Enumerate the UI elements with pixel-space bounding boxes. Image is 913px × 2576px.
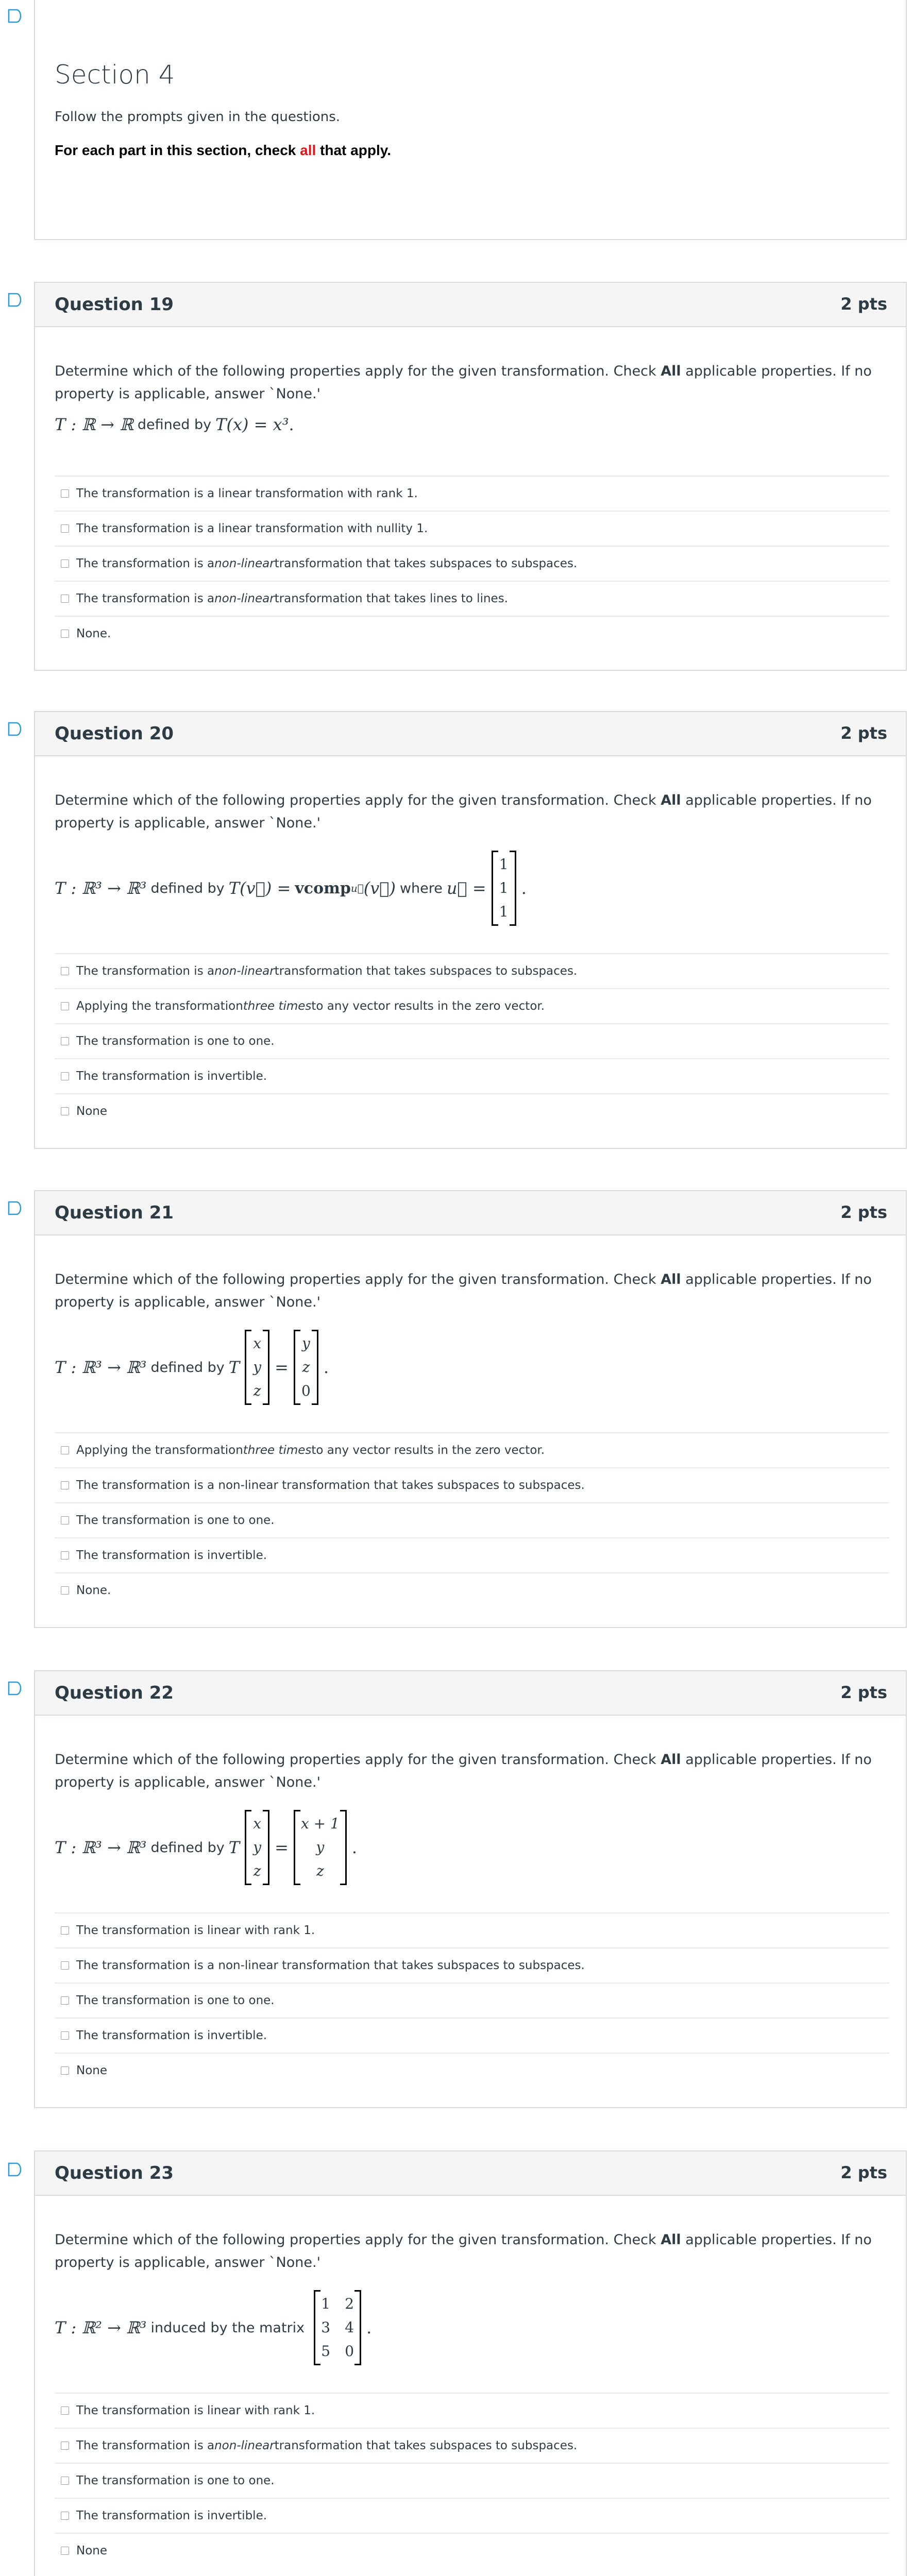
matrix-row [252, 1332, 262, 1355]
matrix-row [301, 1859, 340, 1883]
answer-option[interactable] [55, 2053, 889, 2088]
option-text: The transformation is one to one. [76, 1035, 275, 1048]
option-emphasis: non-linear [214, 557, 275, 570]
formula-equals: = [275, 1358, 289, 1377]
transformation-formula [55, 2286, 371, 2369]
answer-option[interactable] [55, 1467, 889, 1502]
question-title: Question 19 [55, 294, 174, 315]
answer-option[interactable] [55, 1982, 889, 2018]
formula-end: . [289, 415, 294, 434]
matrix-entry: y [302, 1335, 310, 1352]
answer-option[interactable] [55, 2018, 889, 2053]
checkbox[interactable] [61, 1996, 69, 2005]
formula-equals: = [275, 1838, 289, 1857]
answer-option[interactable] [55, 2498, 889, 2533]
checkbox[interactable] [61, 1961, 69, 1970]
matrix-entry: y [316, 1839, 325, 1856]
question-points: 2 pts [840, 2163, 887, 2182]
checkbox[interactable] [61, 1002, 69, 1010]
answer-option[interactable] [55, 1023, 889, 1058]
prompt-text: Determine which of the following properties apply for the given transformation. Check [55, 1272, 661, 1287]
matrix-entry: 1 [321, 2295, 331, 2312]
checkbox[interactable] [61, 1037, 69, 1045]
question-card [34, 1670, 907, 2108]
question-card [34, 711, 907, 1149]
question-card [34, 2150, 907, 2576]
matrix-entry: 1 [499, 903, 509, 920]
formula-expr: (v⃗) [363, 878, 396, 898]
instruction-text: For each part in this section, check [55, 142, 300, 158]
prompt-all: All [661, 792, 681, 808]
matrix-entry: z [253, 1382, 261, 1399]
matrix-entry: 2 [345, 2295, 354, 2312]
matrix-row [301, 1355, 311, 1379]
answer-option[interactable] [55, 953, 889, 988]
option-text: The transformation is one to one. [76, 1994, 275, 2007]
option-emphasis: non-linear [214, 592, 275, 605]
matrix-row [252, 1379, 262, 1403]
checkbox[interactable] [61, 2442, 69, 2450]
question-prompt [55, 2229, 889, 2274]
matrix-entry: 4 [345, 2319, 354, 2336]
option-text: The transformation is one to one. [76, 1514, 275, 1527]
formula-expr: T(x) = x³ [215, 415, 289, 434]
formula-text: defined by [150, 880, 225, 896]
answer-option[interactable] [55, 1912, 889, 1947]
instruction-text: that apply. [316, 142, 391, 158]
question-points: 2 pts [840, 1683, 887, 1702]
question-title: Question 22 [55, 1683, 174, 1703]
option-text: The transformation is invertible. [76, 1070, 267, 1083]
instruction-all: all [300, 142, 316, 158]
option-text: The transformation is linear with rank 1. [76, 2404, 315, 2417]
answer-option[interactable] [55, 511, 889, 546]
checkbox[interactable] [61, 1446, 69, 1454]
matrix-entry: 1 [499, 879, 509, 896]
answer-option[interactable] [55, 1537, 889, 1572]
prompt-text: applicable properties. If no property is applicable, answer `None.' [55, 363, 872, 402]
option-text: transformation that takes subspaces to subspaces. [274, 557, 578, 570]
checkbox[interactable] [61, 1107, 69, 1115]
section-title: Section 4 [55, 60, 175, 90]
answer-option[interactable] [55, 546, 889, 581]
question-prompt [55, 1268, 889, 1314]
formula-expr: T [228, 1358, 240, 1377]
matrix-entry: 5 [321, 2343, 331, 2360]
matrix-entry: x [253, 1815, 262, 1832]
option-text: None. [76, 1584, 111, 1597]
matrix-entry: y [253, 1839, 262, 1856]
checkbox[interactable] [61, 2512, 69, 2520]
option-text: to any vector results in the zero vector. [311, 1444, 545, 1457]
option-emphasis: three times [243, 999, 312, 1013]
question-prompt [55, 360, 889, 405]
matrix-row [499, 853, 509, 876]
formula-expr: u⃗ = [446, 878, 486, 898]
formula-expr: T(v⃗) = [228, 878, 291, 898]
input-vector [245, 1810, 269, 1885]
matrix-entry: z [253, 1862, 261, 1879]
checkbox[interactable] [61, 1551, 69, 1560]
prompt-all: All [661, 2232, 681, 2248]
formula-subscript: u⃗ [350, 882, 364, 894]
input-vector [245, 1330, 269, 1405]
answer-options [55, 1432, 889, 1607]
answer-option[interactable] [55, 1947, 889, 1982]
matrix-row [252, 1836, 262, 1859]
transformation-matrix [314, 2290, 361, 2365]
checkbox[interactable] [61, 630, 69, 638]
matrix-entry: 0 [301, 1382, 311, 1399]
checkbox[interactable] [61, 2031, 69, 2040]
formula-end: . [521, 878, 527, 898]
bookmark-flag-icon[interactable] [7, 1681, 22, 1696]
matrix-entry: 0 [345, 2343, 354, 2360]
matrix-row [321, 2292, 354, 2316]
checkbox[interactable] [61, 489, 69, 498]
formula-text: defined by [150, 1839, 225, 1856]
question-points: 2 pts [840, 294, 887, 314]
prompt-all: All [661, 363, 681, 379]
option-text: The transformation is linear with rank 1. [76, 1924, 315, 1937]
question-header [35, 2151, 906, 2196]
formula-lead: T : ℝ² → ℝ³ [55, 2318, 147, 2337]
bookmark-flag-icon[interactable] [7, 8, 22, 24]
question-card [34, 282, 907, 671]
answer-option[interactable] [55, 2393, 889, 2428]
answer-option[interactable] [55, 581, 889, 616]
bookmark-flag-icon[interactable] [7, 721, 22, 737]
matrix-entry: 1 [499, 856, 509, 873]
matrix-entry: x + 1 [300, 1815, 340, 1832]
question-header [35, 712, 906, 756]
matrix-row [252, 1812, 262, 1836]
formula-end: . [323, 1358, 329, 1377]
option-text: transformation that takes subspaces to subspaces. [274, 2439, 578, 2452]
option-emphasis: non-linear [214, 964, 275, 978]
matrix-row [301, 1836, 340, 1859]
option-text: transformation that takes subspaces to subspaces. [274, 964, 578, 978]
formula-lead: T : ℝ³ → ℝ³ [55, 878, 147, 898]
answer-option[interactable] [55, 476, 889, 511]
question-header [35, 283, 906, 327]
option-text: Applying the transformation [76, 999, 243, 1013]
checkbox[interactable] [61, 1586, 69, 1595]
option-emphasis: three times [243, 1444, 312, 1457]
question-title: Question 23 [55, 2163, 174, 2183]
prompt-text: applicable properties. If no property is applicable, answer `None.' [55, 792, 872, 831]
checkbox[interactable] [61, 1516, 69, 1524]
option-text: The transformation is a linear transformation with rank 1. [76, 487, 418, 500]
answer-option[interactable] [55, 1502, 889, 1537]
matrix-row [321, 2316, 354, 2340]
question-prompt [55, 789, 889, 835]
checkbox[interactable] [61, 595, 69, 603]
option-emphasis: non-linear [214, 2439, 275, 2452]
formula-text: defined by [137, 416, 212, 433]
question-card [34, 1190, 907, 1628]
answer-option[interactable] [55, 988, 889, 1023]
checkbox[interactable] [61, 524, 69, 533]
section-description: Follow the prompts given in the questions. [55, 109, 341, 125]
checkbox[interactable] [61, 1926, 69, 1935]
checkbox[interactable] [61, 2477, 69, 2485]
formula-text: induced by the matrix [150, 2319, 305, 2336]
answer-option[interactable] [55, 2463, 889, 2498]
question-prompt [55, 1749, 889, 1794]
prompt-all: All [661, 1752, 681, 1768]
option-text: The transformation is a [76, 592, 215, 605]
prompt-text: Determine which of the following properties apply for the given transformation. Check [55, 363, 661, 379]
question-points: 2 pts [840, 1202, 887, 1222]
option-text: The transformation is a non-linear transformation that takes subspaces to subspaces. [76, 1959, 585, 1972]
matrix-entry: z [316, 1862, 324, 1879]
option-text: The transformation is a [76, 557, 215, 570]
formula-text: defined by [150, 1359, 225, 1376]
option-text: The transformation is invertible. [76, 2509, 267, 2522]
prompt-text: Determine which of the following properties apply for the given transformation. Check [55, 2232, 661, 2248]
checkbox[interactable] [61, 2066, 69, 2075]
prompt-text: Determine which of the following properties apply for the given transformation. Check [55, 792, 661, 808]
formula-end: . [351, 1838, 357, 1857]
matrix-entry: z [302, 1359, 310, 1376]
matrix-entry: 3 [321, 2319, 331, 2336]
matrix-entry: y [253, 1359, 262, 1376]
output-vector [294, 1330, 318, 1405]
matrix-entry: x [253, 1335, 262, 1352]
prompt-text: applicable properties. If no property is applicable, answer `None.' [55, 1272, 872, 1310]
option-text: None [76, 1105, 108, 1118]
transformation-formula [55, 1326, 329, 1409]
option-text: The transformation is invertible. [76, 2029, 267, 2042]
section-instruction [55, 142, 391, 159]
prompt-text: Determine which of the following properties apply for the given transformation. Check [55, 1752, 661, 1768]
formula-operator: vcomp [295, 879, 351, 897]
transformation-formula [55, 847, 527, 929]
section-card [34, 0, 907, 240]
prompt-text: applicable properties. If no property is applicable, answer `None.' [55, 1752, 872, 1790]
answer-option[interactable] [55, 1058, 889, 1093]
option-text: None [76, 2544, 108, 2557]
bookmark-flag-icon[interactable] [7, 292, 22, 308]
formula-end: . [366, 2318, 372, 2337]
checkbox[interactable] [61, 2406, 69, 2415]
option-text: The transformation is one to one. [76, 2474, 275, 2487]
vector-matrix [492, 851, 516, 926]
answer-option[interactable] [55, 1093, 889, 1128]
matrix-row [499, 876, 509, 900]
prompt-all: All [661, 1272, 681, 1287]
answer-option[interactable] [55, 1572, 889, 1607]
answer-option[interactable] [55, 1432, 889, 1467]
question-title: Question 20 [55, 723, 174, 744]
option-text: The transformation is a linear transformation with nullity 1. [76, 522, 428, 535]
checkbox[interactable] [61, 967, 69, 975]
option-text: to any vector results in the zero vector. [311, 999, 545, 1013]
matrix-row [252, 1859, 262, 1883]
matrix-row [252, 1355, 262, 1379]
answer-options [55, 2393, 889, 2568]
answer-options [55, 476, 889, 651]
answer-option[interactable] [55, 616, 889, 651]
formula-lead: T : ℝ³ → ℝ³ [55, 1838, 147, 1857]
question-points: 2 pts [840, 723, 887, 743]
bookmark-flag-icon[interactable] [7, 1200, 22, 1216]
answer-options [55, 953, 889, 1128]
option-text: The transformation is a [76, 2439, 215, 2452]
formula-text: where [399, 880, 443, 896]
option-text: The transformation is a [76, 964, 215, 978]
matrix-row [321, 2340, 354, 2363]
checkbox[interactable] [61, 1072, 69, 1080]
answer-option[interactable] [55, 2428, 889, 2463]
question-title: Question 21 [55, 1202, 174, 1223]
option-text: transformation that takes lines to lines. [274, 592, 508, 605]
matrix-row [301, 1332, 311, 1355]
question-header [35, 1671, 906, 1716]
transformation-formula [55, 412, 294, 437]
formula-lead: T : ℝ → ℝ [55, 415, 133, 434]
answer-options [55, 1912, 889, 2088]
answer-option[interactable] [55, 2533, 889, 2568]
question-header [35, 1191, 906, 1235]
option-text: Applying the transformation [76, 1444, 243, 1457]
matrix-row [499, 900, 509, 924]
formula-lead: T : ℝ³ → ℝ³ [55, 1358, 147, 1377]
matrix-row [301, 1379, 311, 1403]
bookmark-flag-icon[interactable] [7, 2162, 22, 2177]
formula-expr: T [228, 1838, 240, 1857]
option-text: None. [76, 627, 111, 640]
matrix-row [301, 1812, 340, 1836]
option-text: None [76, 2064, 108, 2077]
output-vector [294, 1810, 347, 1885]
prompt-text: applicable properties. If no property is applicable, answer `None.' [55, 2232, 872, 2270]
option-text: The transformation is a non-linear transformation that takes subspaces to subspaces. [76, 1479, 585, 1492]
checkbox[interactable] [61, 560, 69, 568]
option-text: The transformation is invertible. [76, 1549, 267, 1562]
checkbox[interactable] [61, 2547, 69, 2555]
transformation-formula [55, 1806, 357, 1889]
checkbox[interactable] [61, 1481, 69, 1489]
